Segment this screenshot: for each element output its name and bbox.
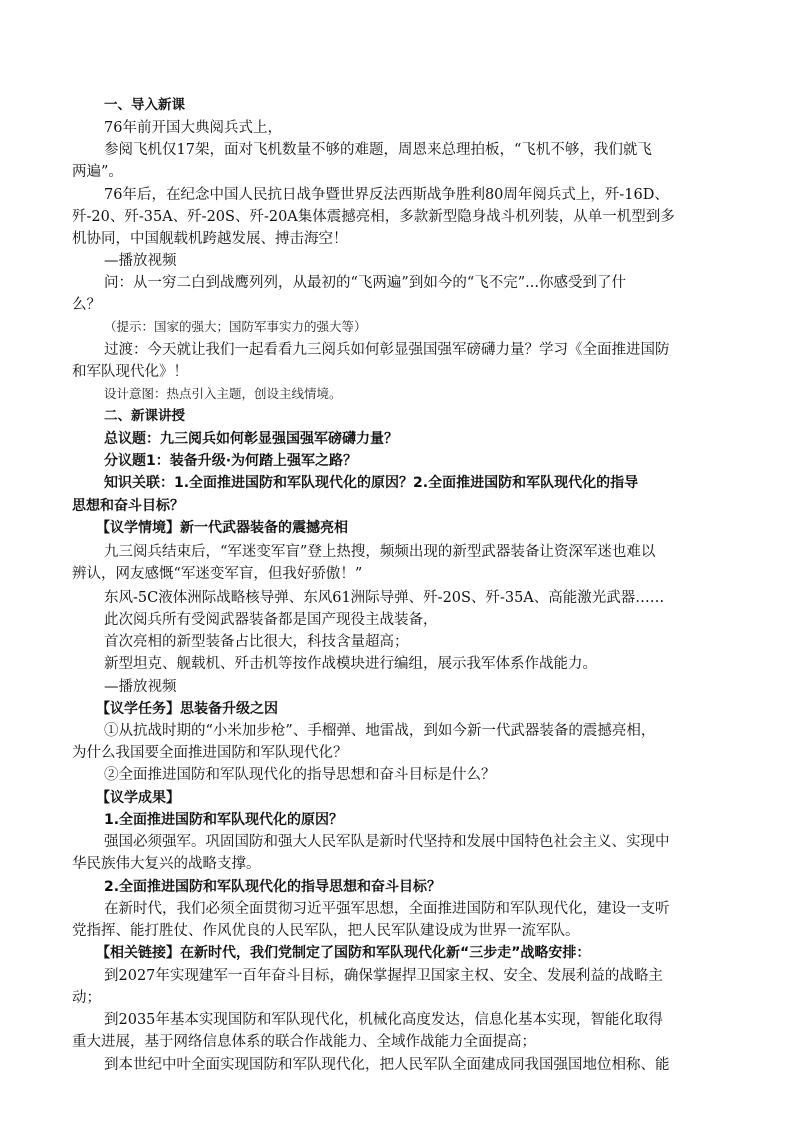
- text-line: 此次阅兵所有受阅武器装备都是国产现役主战装备，: [104, 612, 438, 628]
- text-line: 东风-5C液体洲际战略核导弹、东风61洲际导弹、歼-20S、歼-35A、高能激光武器……: [104, 590, 665, 606]
- text-line: 歼-20、歼-35A、歼-20S、歼-20A集体震撼亮相，多款新型隐身战斗机列装，从单一机型到多: [72, 209, 675, 225]
- text-line: 机协同，中国舰载机跨越发展、搏击海空！: [72, 231, 348, 247]
- text-line: 问：从一穷二白到战鹰列列，从最初的“飞两遍”到如今的“飞不完”...你感受到了什: [104, 275, 626, 291]
- text-line: 二、新课讲授: [104, 408, 185, 424]
- text-line: ①从抗战时期的“小米加步枪”、手榴弹、地雷战，到如今新一代武器装备的震撼亮相，: [104, 723, 656, 739]
- text-line: 华民族伟大复兴的战略支撑。: [72, 856, 261, 872]
- text-line: 党指挥、能打胜仗、作风优良的人民军队，把人民军队建设成为世界一流军队。: [72, 923, 580, 939]
- text-line: 【相关链接】在新时代，我们党制定了国防和军队现代化新“三步走”战略安排：: [96, 945, 591, 961]
- text-line: 九三阅兵结束后，“军迷变军盲”登上热搜，频频出现的新型武器装备让资深军迷也难以: [104, 544, 656, 560]
- text-line: 重大进展，基于网络信息体系的联合作战能力、全域作战能力全面提高；: [72, 1034, 536, 1050]
- text-line: 辨认，网友感慨“军迷变军盲，但我好骄傲！”: [72, 566, 363, 582]
- text-line: —播放视频: [104, 253, 177, 269]
- text-line: 参阅飞机仅17架，面对飞机数量不够的难题，周恩来总理拍板，“飞机不够，我们就飞: [104, 142, 652, 158]
- text-line: 【议学情境】新一代武器装备的震撼亮相: [96, 520, 348, 536]
- text-line: 强国必须强军。巩固国防和强大人民军队是新时代坚持和发展中国特色社会主义、实现中: [104, 834, 670, 850]
- text-line: 到2027年实现建军一百年奋斗目标，确保掌握捍卫国家主权、安全、发展利益的战略主: [104, 968, 663, 984]
- text-line: 【议学任务】思装备升级之因: [96, 701, 278, 717]
- text-line: 分议题1：装备升级·为何踏上强军之路？: [104, 453, 358, 469]
- text-line: —播放视频: [104, 679, 177, 695]
- text-line: 76年前开国大典阅兵式上，: [104, 120, 282, 136]
- text-line: 动；: [72, 990, 101, 1006]
- text-line: 为什么我国要全面推进国防和军队现代化？: [72, 745, 348, 761]
- text-line: 【议学成果】: [96, 790, 180, 806]
- text-line: 新型坦克、舰载机、歼击机等按作战模块进行编组，展示我军体系作战能力。: [104, 656, 597, 672]
- text-line: 知识关联：1.全面推进国防和军队现代化的原因？2.全面推进国防和军队现代化的指导: [104, 475, 639, 491]
- text-line: 在新时代，我们必须全面贯彻习近平强军思想，全面推进国防和军队现代化，建设一支听: [104, 901, 670, 917]
- text-line: 2.全面推进国防和军队现代化的指导思想和奋斗目标？: [104, 879, 442, 895]
- text-line: 76年后，在纪念中国人民抗日战争暨世界反法西斯战争胜利80周年阅兵式上，歼-16D、: [104, 187, 669, 203]
- text-line: 么？: [72, 297, 101, 313]
- text-line: 到2035年基本实现国防和军队现代化，机械化高度发达，信息化基本实现，智能化取得: [104, 1012, 663, 1028]
- text-line: 一、导入新课: [104, 97, 185, 113]
- text-line: 过渡：今天就让我们一起看看九三阅兵如何彰显强国强军磅礴力量？学习《全面推进国防: [104, 342, 670, 358]
- text-line: （提示：国家的强大；国防军事实力的强大等）: [104, 319, 367, 334]
- text-line: 思想和奋斗目标？: [72, 498, 184, 514]
- text-line: 总议题：九三阅兵如何彰显强国强军磅礴力量？: [104, 431, 398, 447]
- text-line: 设计意图：热点引入主题，创设主线情境。: [104, 386, 342, 401]
- text-line: 首次亮相的新型装备占比很大，科技含量超高；: [104, 634, 409, 650]
- text-line: 1.全面推进国防和军队现代化的原因？: [104, 812, 344, 828]
- text-line: 两遍”。: [72, 164, 123, 180]
- text-line: ②全面推进国防和军队现代化的指导思想和奋斗目标是什么？: [104, 767, 496, 783]
- text-line: 到本世纪中叶全面实现国防和军队现代化，把人民军队全面建成同我国强国地位相称、能: [104, 1057, 670, 1073]
- text-line: 和军队现代化》！: [72, 364, 188, 380]
